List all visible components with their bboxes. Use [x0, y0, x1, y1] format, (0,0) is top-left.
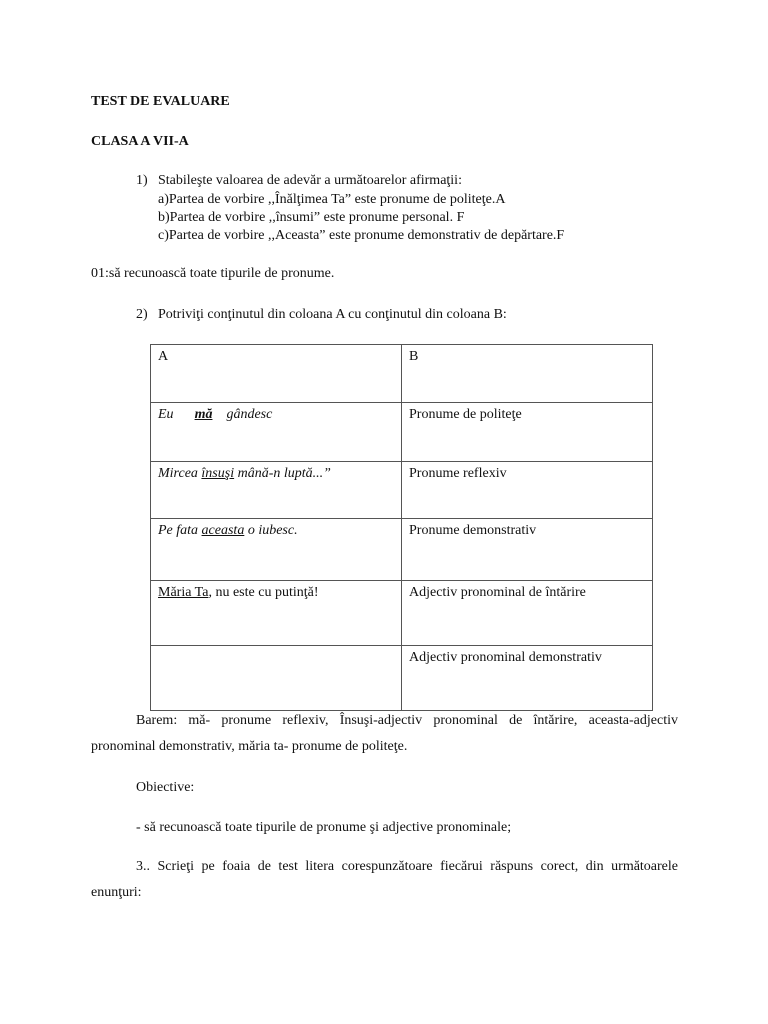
cell-a-row2 — [151, 462, 402, 519]
objective-2: - să recunoască toate tipurile de pronume şi adjective pronominale; — [136, 820, 512, 835]
table-row — [151, 581, 653, 646]
q1-item-a: a)Partea de vorbire ,,Înălţimea Ta” este pronume de politeţe.A — [158, 192, 506, 207]
table-row — [151, 646, 653, 711]
cell-a-row5 — [151, 646, 402, 711]
text: gândesc — [226, 407, 273, 422]
cell-b-row4: Adjectiv pronominal de întărire — [402, 581, 653, 646]
matching-table — [150, 344, 653, 711]
q1-item-c: c)Partea de vorbire ,,Aceasta” este pronume demonstrativ de depărtare.F — [158, 228, 565, 243]
cell-a-row1 — [151, 403, 402, 462]
column-a-header: A — [151, 345, 402, 403]
underlined-word: aceasta — [201, 523, 245, 538]
class-heading: CLASA A VII-A — [91, 134, 189, 149]
table-row — [151, 403, 653, 462]
cell-b-row5: Adjectiv pronominal demonstrativ — [402, 646, 653, 711]
q3-paragraph: 3.. Scrieţi pe foaia de test litera corespunzătoare fiecărui răspuns corect, din următoarele enunţuri: — [91, 859, 678, 900]
text: Mircea — [158, 466, 202, 481]
q1-number: 1) — [136, 173, 148, 188]
table-row — [151, 519, 653, 581]
underlined-word: Măria Ta — [158, 585, 209, 600]
text: o iubesc. — [244, 523, 298, 538]
text: , nu este cu putinţă! — [208, 585, 319, 600]
objectives-label: Obiective: — [136, 780, 195, 795]
barem-paragraph: Barem: mă- pronume reflexiv, Însuşi-adjectiv pronominal de întărire, aceasta-adjectiv pronominal demonstrativ, măria ta- pronume de politeţe. — [91, 713, 678, 754]
cell-b-row3: Pronume demonstrativ — [402, 519, 653, 581]
q2-number: 2) — [136, 307, 148, 322]
text: mână-n luptă...” — [234, 466, 331, 481]
objective-1: 01:să recunoască toate tipurile de pronume. — [91, 266, 335, 281]
cell-b-row2: Pronume reflexiv — [402, 462, 653, 519]
column-b-header: B — [402, 345, 653, 403]
q1-prompt: Stabileşte valoarea de adevăr a următoarelor afirmaţii: — [158, 173, 462, 188]
cell-a-row4 — [151, 581, 402, 646]
cell-b-row1: Pronume de politeţe — [402, 403, 653, 462]
text: Pe fata — [158, 523, 202, 538]
table-row — [151, 462, 653, 519]
table-row — [151, 345, 653, 403]
q2-prompt: Potriviţi conţinutul din coloana A cu conţinutul din coloana B: — [158, 307, 507, 322]
q1-item-b: b)Partea de vorbire ,,însumi” este pronume personal. F — [158, 210, 465, 225]
test-title: TEST DE EVALUARE — [91, 94, 230, 109]
text: Eu — [158, 407, 174, 422]
cell-a-row3 — [151, 519, 402, 581]
underlined-word: mă — [194, 407, 213, 422]
underlined-word: însuşi — [201, 466, 235, 481]
